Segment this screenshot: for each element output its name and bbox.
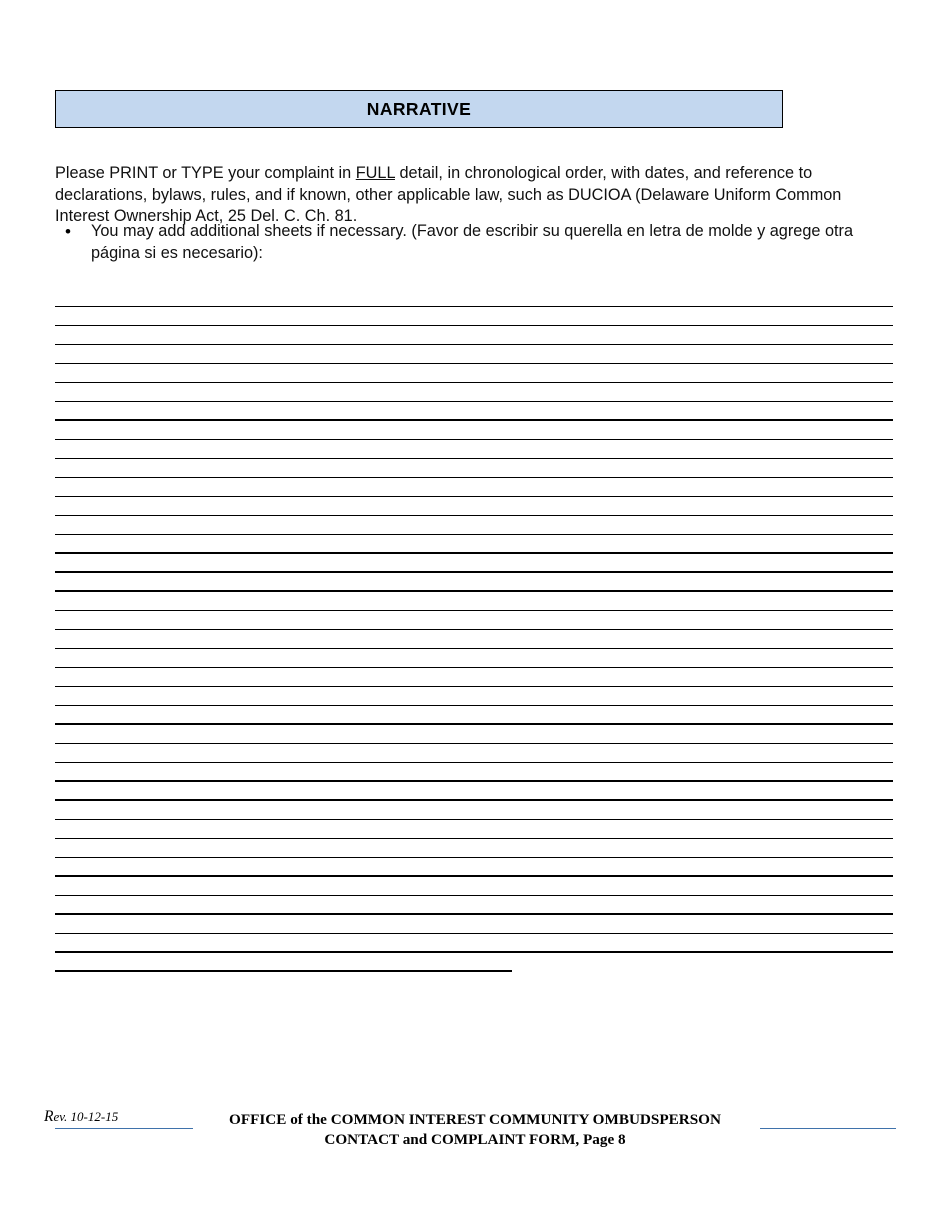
bullet-item-label: You may add additional sheets if necessary. (Favor de escribir su querella en letra de molde y agrege otra página si es necesario): bbox=[91, 222, 854, 262]
writing-line[interactable] bbox=[55, 440, 893, 459]
writing-line[interactable] bbox=[55, 288, 893, 307]
page-title: NARRATIVE bbox=[366, 98, 472, 119]
writing-line[interactable] bbox=[55, 858, 893, 877]
writing-line[interactable] bbox=[55, 915, 893, 934]
bullet-marker-icon: • bbox=[65, 222, 71, 241]
writing-line[interactable] bbox=[55, 611, 893, 630]
writing-line[interactable] bbox=[55, 839, 893, 858]
writing-line[interactable] bbox=[55, 326, 893, 345]
writing-line[interactable] bbox=[55, 763, 893, 782]
instruction-text-part1: Please PRINT or TYPE your complaint in bbox=[55, 164, 356, 183]
writing-line[interactable] bbox=[55, 516, 893, 535]
writing-line[interactable] bbox=[55, 820, 893, 839]
revision-label-capital: R bbox=[44, 1108, 54, 1125]
writing-line[interactable] bbox=[55, 877, 893, 896]
writing-line[interactable] bbox=[55, 573, 893, 592]
writing-line[interactable] bbox=[55, 592, 893, 611]
writing-line[interactable] bbox=[55, 421, 893, 440]
writing-line[interactable] bbox=[55, 307, 893, 326]
footer-org-line-2: CONTACT and COMPLAINT FORM, Page 8 bbox=[324, 1131, 626, 1148]
instruction-paragraph bbox=[55, 163, 893, 228]
narrative-writing-lines[interactable] bbox=[55, 288, 893, 972]
footer-organization bbox=[0, 1110, 950, 1150]
footer-org-line-1: OFFICE of the COMMON INTEREST COMMUNITY OMBUDSPERSON bbox=[229, 1111, 721, 1128]
writing-line[interactable] bbox=[55, 744, 893, 763]
writing-line[interactable] bbox=[55, 668, 893, 687]
instruction-emphasis-full: FULL bbox=[355, 164, 395, 183]
writing-line[interactable] bbox=[55, 554, 893, 573]
writing-line[interactable] bbox=[55, 706, 893, 725]
list-item bbox=[63, 221, 893, 264]
writing-line[interactable] bbox=[55, 478, 893, 497]
writing-line[interactable] bbox=[55, 497, 893, 516]
writing-line[interactable] bbox=[55, 896, 893, 915]
writing-line[interactable] bbox=[55, 725, 893, 744]
writing-line[interactable] bbox=[55, 459, 893, 478]
writing-line[interactable] bbox=[55, 364, 893, 383]
writing-line[interactable] bbox=[55, 383, 893, 402]
writing-line[interactable] bbox=[55, 345, 893, 364]
writing-line[interactable] bbox=[55, 402, 893, 421]
writing-line[interactable] bbox=[55, 953, 893, 972]
writing-line[interactable] bbox=[55, 630, 893, 649]
writing-line[interactable] bbox=[55, 782, 893, 801]
writing-line[interactable] bbox=[55, 934, 893, 953]
writing-line[interactable] bbox=[55, 649, 893, 668]
instruction-text-part2: detail, in chronological order, with dates, and reference to declarations, bylaws, rules, and if known, other applicable law, such as DUCIOA (Delaware Uniform Common Interest Ownership Act, 25 Del. C. Ch. 81. bbox=[55, 164, 842, 226]
writing-line[interactable] bbox=[55, 535, 893, 554]
writing-line[interactable] bbox=[55, 801, 893, 820]
narrative-section-banner bbox=[55, 90, 783, 128]
writing-line[interactable] bbox=[55, 687, 893, 706]
revision-label-text: ev. 10-12-15 bbox=[53, 1109, 119, 1124]
